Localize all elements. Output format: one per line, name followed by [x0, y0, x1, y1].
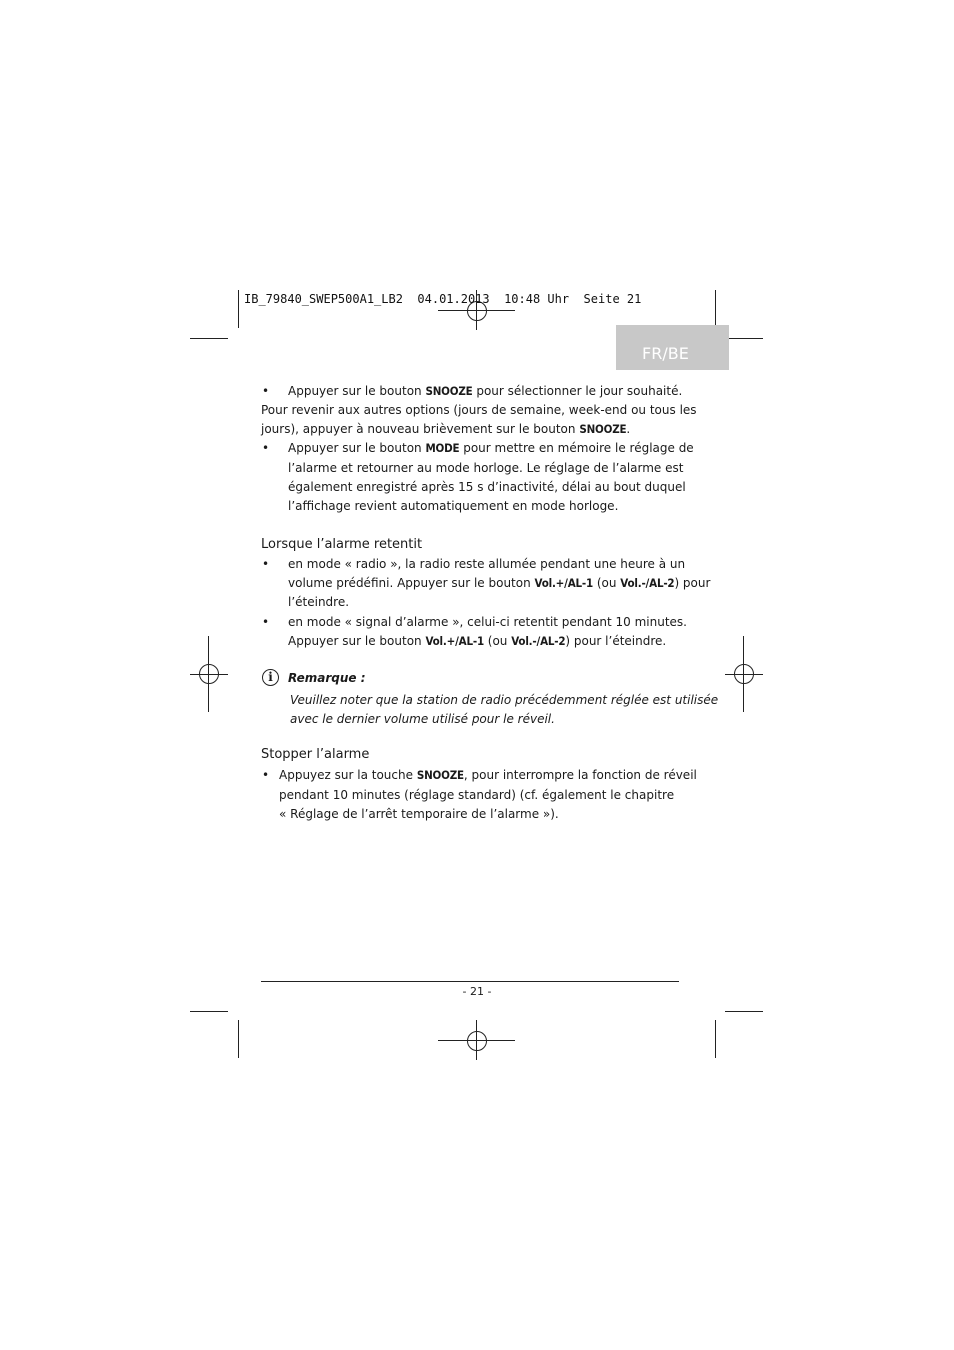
- section-heading-stop: Stopper l’alarme: [261, 747, 370, 762]
- crop-mark: [476, 1020, 477, 1060]
- text: ) pour l’éteindre.: [565, 634, 667, 648]
- text: Appuyer sur le bouton: [288, 634, 426, 648]
- intro-bullet-2-line: l’alarme et retourner au mode horloge. Le réglage de l’alarme est: [288, 461, 684, 475]
- text: (ou: [593, 576, 621, 590]
- text: pour sélectionner le jour souhaité.: [472, 384, 683, 398]
- language-tab: [616, 325, 729, 370]
- vol-up-key-label: Vol.+/AL-1: [534, 576, 594, 590]
- crop-mark: [238, 1020, 239, 1058]
- note-line: Veuillez noter que la station de radio précédemment réglée est utilisée: [290, 693, 719, 707]
- intro-paragraph-line: [261, 420, 630, 440]
- snooze-key-label: SNOOZE: [425, 384, 473, 398]
- bullet-marker: •: [262, 557, 270, 571]
- text: volume prédéfini. Appuyer sur le bouton: [288, 576, 535, 590]
- vol-down-key-label: Vol.-/AL-2: [620, 576, 675, 590]
- crop-mark: [725, 338, 763, 339]
- bullet-marker: •: [262, 384, 270, 398]
- ringing-bullet-2-line: en mode « signal d’alarme », celui-ci retentit pendant 10 minutes.: [288, 615, 687, 629]
- text: Appuyer sur le bouton: [288, 441, 426, 455]
- crop-mark: [190, 674, 228, 675]
- page-number: - 21 -: [462, 985, 492, 998]
- text: ) pour: [674, 576, 711, 590]
- crop-mark: [208, 636, 209, 712]
- stop-bullet-line: « Réglage de l’arrêt temporaire de l’alarme »).: [279, 807, 559, 821]
- snooze-key-label: SNOOZE: [579, 422, 627, 436]
- ringing-bullet-1-line: en mode « radio », la radio reste allumée pendant une heure à un: [288, 557, 686, 571]
- mode-key-label: MODE: [425, 441, 460, 455]
- footer-rule: [261, 981, 679, 982]
- text: Appuyez sur la touche: [279, 768, 417, 782]
- intro-bullet-2-line: également enregistré après 15 s d’inactivité, délai au bout duquel: [288, 480, 686, 494]
- ringing-bullet-1-line: l’éteindre.: [288, 595, 350, 609]
- crop-mark: [743, 636, 744, 712]
- text: jours), appuyer à nouveau brièvement sur le bouton: [261, 422, 580, 436]
- text: Appuyer sur le bouton: [288, 384, 426, 398]
- crop-mark: [725, 1011, 763, 1012]
- crop-mark: [190, 338, 228, 339]
- snooze-key-label: SNOOZE: [416, 768, 464, 782]
- crop-mark: [190, 1011, 228, 1012]
- bullet-marker: •: [262, 615, 270, 629]
- intro-paragraph-line: Pour revenir aux autres options (jours de semaine, week-end ou tous les: [261, 403, 697, 417]
- note-line: avec le dernier volume utilisé pour le réveil.: [290, 712, 555, 726]
- vol-up-key-label: Vol.+/AL-1: [425, 634, 484, 648]
- bullet-marker: •: [262, 768, 270, 782]
- crop-mark: [238, 290, 239, 328]
- print-slug: IB_79840_SWEP500A1_LB2 04.01.2013 10:48 Uhr Seite 21: [244, 292, 642, 306]
- crop-mark: [715, 290, 716, 328]
- vol-down-key-label: Vol.-/AL-2: [511, 634, 566, 648]
- bullet-marker: •: [262, 441, 270, 455]
- text: pour mettre en mémoire le réglage de: [459, 441, 694, 455]
- section-heading-ringing: Lorsque l’alarme retentit: [261, 537, 423, 552]
- ringing-bullet-1-line: [288, 574, 710, 594]
- text: (ou: [483, 634, 512, 648]
- intro-bullet-2-line: l’affichage revient automatiquement en mode horloge.: [288, 499, 619, 513]
- crop-mark: [715, 1020, 716, 1058]
- ringing-bullet-2-line: [288, 632, 666, 652]
- info-icon: i: [262, 669, 279, 686]
- note-title: Remarque :: [288, 671, 366, 685]
- intro-bullet-2: [288, 439, 694, 459]
- text: .: [626, 422, 631, 436]
- language-tab-label: FR/BE: [642, 344, 689, 363]
- stop-bullet-line: pendant 10 minutes (réglage standard) (cf. également le chapitre: [279, 788, 675, 802]
- crop-mark: [725, 674, 763, 675]
- intro-bullet-1: [288, 382, 682, 402]
- text: , pour interrompre la fonction de réveil: [463, 768, 697, 782]
- registration-mark-icon: [467, 1031, 487, 1051]
- stop-bullet-line: [279, 766, 697, 786]
